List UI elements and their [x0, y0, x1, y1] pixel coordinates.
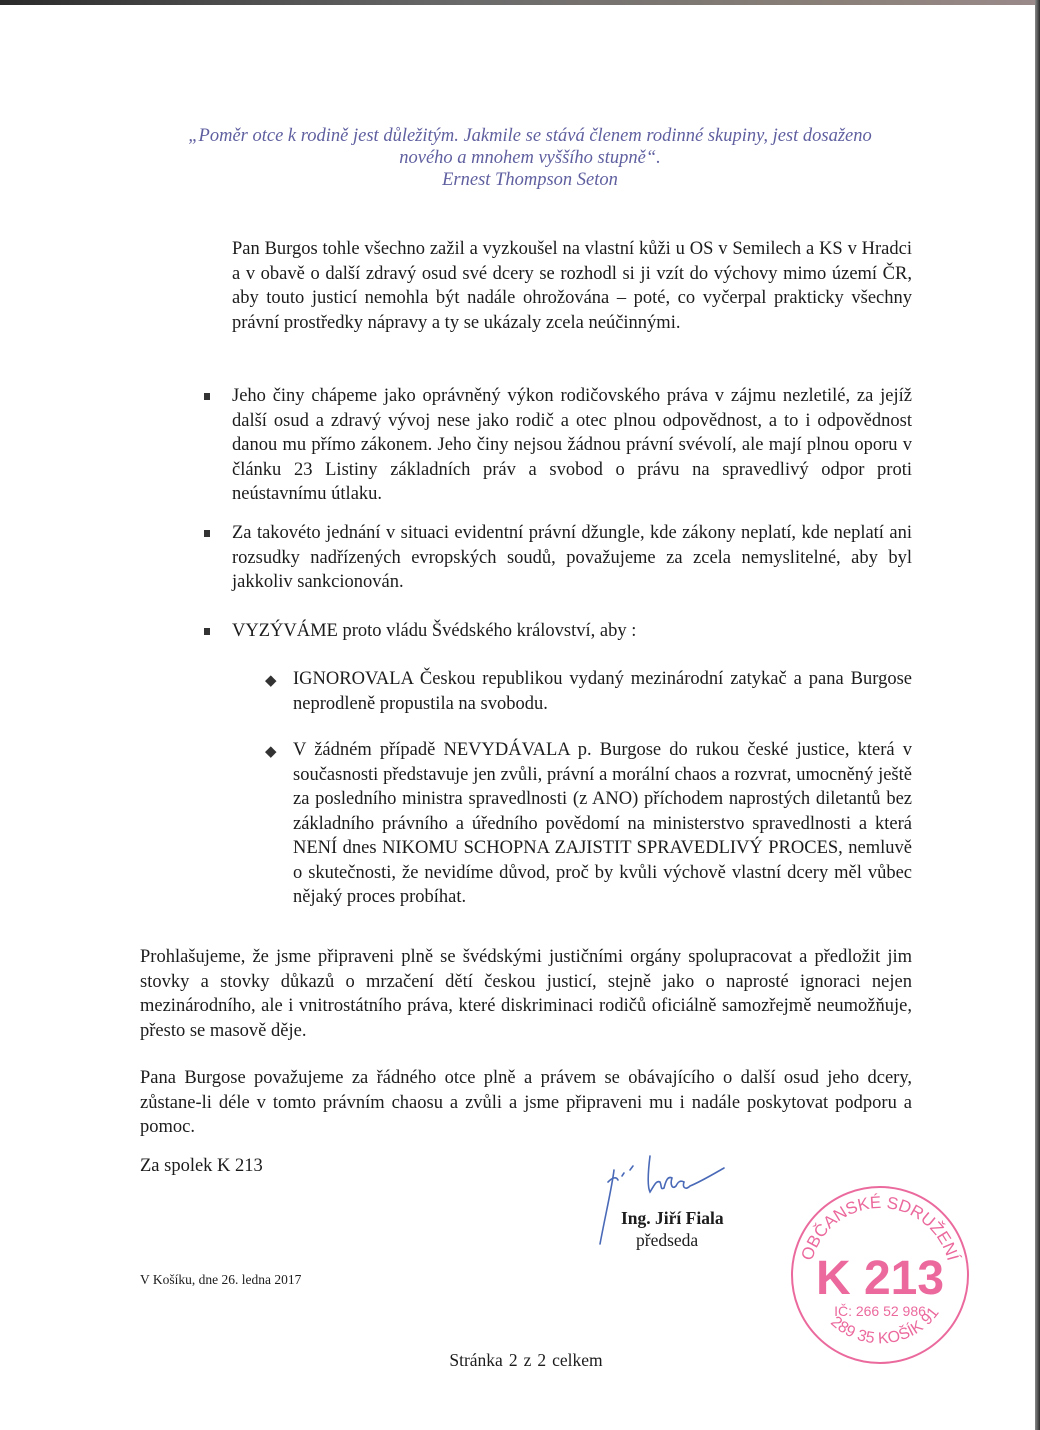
signer-role: předseda	[636, 1230, 699, 1250]
page-of: z	[523, 1350, 532, 1370]
place-and-date: V Košíku, dne 26. ledna 2017	[140, 1272, 302, 1287]
epigraph-quote	[130, 125, 930, 191]
stamp-id: IČ: 266 52 986	[834, 1303, 926, 1319]
quote-line-2: nového a mnohem vyššího stupně“.	[399, 148, 661, 168]
stamp-center: K 213	[815, 1252, 945, 1305]
page-suffix: celkem	[552, 1350, 603, 1370]
bullet-text: Jeho činy chápeme jako oprávněný výkon rodičovského práva v zájmu nezletilé, za jejíž další osud a zdravý vývoj nese jako rodič a otec plnou odpovědnost, a to i odpovědnost danou mu přímo zákonem. Jeho činy nejsou žádnou právní svévolí, ale mají plnou oporu v článku 23 Listiny základních práv a svobod o právu na spravedlivý odpor proti neústavnímu útlaku.	[232, 386, 912, 504]
sub-bullet-text: IGNOROVALA Českou republikou vydaný mezinárodní zatykač a pana Burgose neprodleně propustila na svobodu.	[293, 669, 912, 714]
sub-bullet-item	[265, 738, 912, 910]
scan-edge-right	[1035, 0, 1040, 1430]
bullet-item	[232, 384, 912, 507]
sub-bullet-text: V žádném případě NEVYDÁVALA p. Burgose do rukou české justice, která v současnosti představuje jen zvůli, právní a morální chaos a rozvrat, umocněný ještě za posledního ministra spravedlnosti (z ANO) příchodem naprostých diletantů bez základního právního a úředního povědomí na ministerstvo spravedlnosti a která NENÍ dnes NIKOMU SCHOPNA ZAJISTIT SPRAVEDLIVÝ PROCES, nemluvě o skutečnosti, že nevidíme důvod, proč by kvůli výchově vlastní dcery měl vůbec nějaký proces probíhat.	[293, 740, 912, 907]
quote-line-1: „Poměr otce k rodině jest důležitým. Jakmile se stává členem rodinné skupiny, jest dosaženo	[188, 126, 872, 146]
square-bullet-icon	[204, 628, 210, 635]
square-bullet-icon	[204, 530, 210, 537]
page-footer	[0, 1350, 1040, 1371]
sub-bullet-item	[265, 667, 912, 716]
bullet-item	[232, 619, 912, 644]
support-paragraph: Pana Burgose považujeme za řádného otce plně a právem se obávajícího o další osud jeho dcery, zůstane-li déle v tomto právním chaosu a zvůli a jsme připraveni mu i nadále poskytovat podporu a pomoc.	[140, 1068, 912, 1137]
intro-paragraph: Pan Burgos tohle všechno zažil a vyzkoušel na vlastní kůži u OS v Semilech a KS v Hradci a v obavě o další zdravý osud své dcery se rozhodl si ji vzít do výchovy mimo území ČR, aby touto justicí nemohla být nadále ohrožována – poté, co vyčerpal prakticky všechny právní prostředky nápravy a ty se ukázaly zcela neúčinnými.	[232, 239, 912, 333]
declaration-paragraph: Prohlašujeme, že jsme připraveni plně se švédskými justičními orgány spolupracovat a předložit jim stovky a stovky důkazů o mrzačení dětí českou justicí, stejně jako o naprosté ignoraci nejen mezinárodního, ale i vnitrostátního práva, které diskriminaci rodičů oficiálně samozřejmě neumožňuje, přesto se masově děje.	[140, 947, 912, 1041]
organization-stamp	[780, 1178, 980, 1370]
scan-edge-top	[0, 0, 1040, 5]
stamp-bottom-arc: 289 35 KOŠÍK 91	[827, 1304, 943, 1348]
bullet-item	[232, 521, 912, 595]
square-bullet-icon	[204, 393, 210, 400]
page-label: Stránka	[449, 1350, 503, 1370]
bullet-text: VYZÝVÁME proto vládu Švédského království, aby :	[232, 621, 637, 641]
page-current: 2	[508, 1350, 518, 1370]
diamond-bullet-icon: ◆	[265, 673, 277, 689]
bullet-text: Za takovéto jednání v situaci evidentní právní džungle, kde zákony neplatí, kde neplatí ani rozsudky nadřízených evropských soudů, považujeme za zcela nemyslitelné, aby byl jakkoliv sankcionován.	[232, 523, 912, 592]
quote-author: Ernest Thompson Seton	[442, 170, 618, 190]
diamond-bullet-icon: ◆	[265, 744, 277, 760]
signer-name: Ing. Jiří Fiala	[621, 1208, 724, 1228]
stamp-top-arc: OBČANSKÉ SDRUŽENÍ	[797, 1192, 963, 1263]
closing-on-behalf: Za spolek K 213	[140, 1156, 263, 1176]
page-total: 2	[537, 1350, 547, 1370]
